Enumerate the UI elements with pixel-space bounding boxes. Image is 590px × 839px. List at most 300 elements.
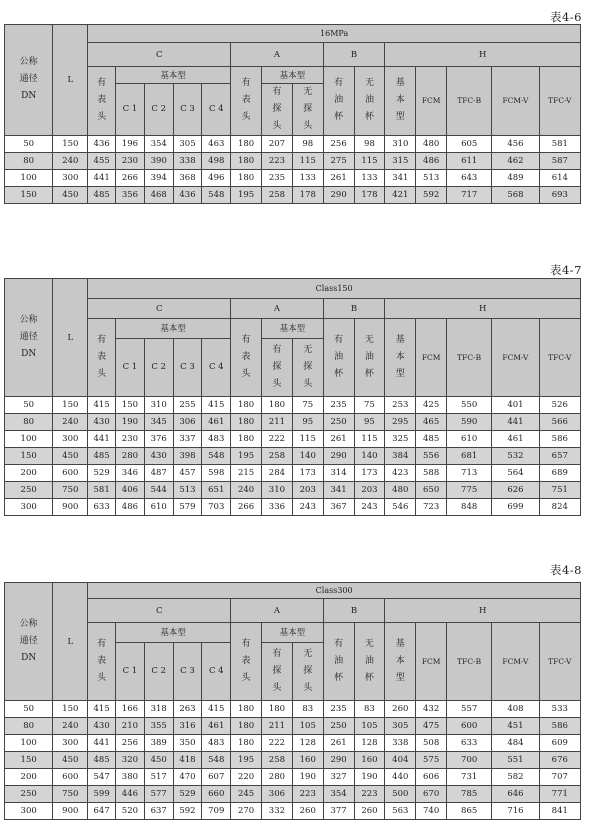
table-cell: 408 [492,701,539,718]
table-cell: 489 [492,169,539,186]
h-sub-header: TFC-B [447,623,492,701]
table-cell: 266 [231,499,262,516]
table-cell: 582 [492,769,539,786]
table-cell: 441 [88,431,116,448]
b-without-char: 无 [364,335,374,345]
a-without-char: 头 [303,378,313,389]
table-cell: 550 [447,397,492,414]
table-cell: 398 [173,448,202,465]
table-cell: 354 [323,786,354,803]
a-basic-header: 基本型 [261,623,323,643]
table-cell: 564 [492,465,539,482]
table-cell: 607 [202,769,231,786]
table-cell: 256 [116,735,145,752]
c-sub-header: C 4 [202,642,231,701]
table-cell: 258 [262,186,293,203]
table-cell: 450 [53,752,88,769]
table-cell: 355 [144,718,173,735]
table-cell: 548 [202,186,231,203]
table-cell: 332 [261,803,292,820]
table-cell: 457 [173,465,202,482]
a-with-probe-header [261,642,292,701]
table-cell: 203 [292,482,323,499]
table-cell: 498 [202,152,231,169]
b-with-char: 油 [334,95,344,106]
table-cell: 235 [262,169,293,186]
table-cell: 83 [292,701,323,718]
table-row [5,769,581,786]
table-cell: 681 [447,448,492,465]
table-cell: 716 [492,803,539,820]
table-row [5,186,581,203]
table-cell: 546 [385,499,416,516]
table-cell: 263 [173,701,202,718]
c-sub-header: C 4 [202,83,231,135]
table-cell: 470 [173,769,202,786]
a-probe-char: 表 [241,352,251,362]
table-label: 表4-6 [549,10,582,24]
table-cell: 485 [416,431,447,448]
table-cell: 341 [385,169,416,186]
a-basic-header: 基本型 [262,67,324,84]
dimension-table-4-7 [4,278,581,516]
h-basic-char: 型 [395,369,405,379]
a-probe-char: 表 [241,656,251,666]
table-cell: 345 [144,414,173,431]
table-row [5,735,581,752]
table-cell: 338 [173,152,202,169]
table-row [5,786,581,803]
table-cell: 709 [202,803,231,820]
table-cell: 587 [539,152,580,169]
table-cell: 150 [5,186,53,203]
dn-header-char: 公称 [19,619,38,629]
table-cell: 689 [539,465,580,482]
a-probe-header [231,623,262,701]
table-cell: 50 [5,135,53,152]
table-cell: 290 [323,448,354,465]
h-sub-header: FCM-V [492,319,539,397]
table-row [5,397,581,414]
h-sub-header: FCM [416,67,447,136]
table-cell: 207 [262,135,293,152]
group-b-header: B [323,43,385,67]
c-sub-header: C 4 [202,338,231,397]
table-cell: 513 [173,482,202,499]
table-cell: 253 [385,397,416,414]
h-sub-header: TFC-B [447,67,492,136]
table-cell: 215 [231,465,262,482]
table-cell: 547 [88,769,116,786]
c-sub-header: C 1 [116,83,145,135]
table-cell: 750 [53,482,88,499]
table-cell: 223 [262,152,293,169]
a-without-char: 无 [303,648,313,659]
table-cell: 588 [416,465,447,482]
table-cell: 338 [385,735,416,752]
table-cell: 190 [292,769,323,786]
table-cell: 475 [416,718,447,735]
b-without-cup-header [354,67,385,136]
table-cell: 95 [292,414,323,431]
table-cell: 256 [323,135,354,152]
table-cell: 310 [385,135,416,152]
b-without-cup-header [354,319,385,397]
dn-header-char: DN [21,349,37,359]
table-cell: 446 [116,786,145,803]
table-cell: 600 [447,718,492,735]
table-cell: 306 [261,786,292,803]
table-cell: 450 [53,448,88,465]
table-cell: 660 [202,786,231,803]
group-a-header: A [231,43,324,67]
table-row [5,482,581,499]
table-cell: 568 [492,186,539,203]
dn-header [5,25,53,136]
table-cell: 284 [261,465,292,482]
c-sub-header: C 3 [173,83,202,135]
table-cell: 404 [385,752,416,769]
b-without-char: 油 [364,656,374,666]
table-cell: 100 [5,169,53,186]
table-cell: 180 [261,397,292,414]
dn-header-char: 公称 [19,57,38,68]
a-probe-char: 表 [241,95,251,106]
table-cell: 657 [539,448,580,465]
table-cell: 566 [539,414,580,431]
table-cell: 456 [492,135,539,152]
table-cell: 105 [292,718,323,735]
h-basic-char: 基 [395,78,405,89]
b-without-char: 无 [364,78,374,89]
a-with-char: 头 [272,378,282,389]
table-cell: 180 [231,735,262,752]
table-row [5,152,581,169]
a-probe-char: 头 [241,673,251,683]
a-probe-header [231,319,262,397]
table-cell: 461 [492,431,539,448]
b-with-char: 杯 [334,673,344,683]
table-cell: 80 [5,414,53,431]
group-c-header: C [88,599,231,623]
c-basic-header: 基本型 [116,319,231,339]
group-h-header: H [385,599,581,623]
dn-header-char: 通径 [19,74,38,85]
c-sub-header: C 1 [116,338,145,397]
h-sub-header: FCM [416,319,447,397]
table-cell: 610 [144,499,173,516]
table-cell: 180 [231,701,262,718]
table-cell: 451 [492,718,539,735]
h-basic-char: 型 [395,673,405,683]
table-cell: 713 [447,465,492,482]
c-sub-header: C 3 [173,642,202,701]
table-cell: 900 [53,803,88,820]
c-sub-header: C 1 [116,642,145,701]
dn-header-char: DN [21,91,37,102]
a-probe-char: 头 [241,112,251,123]
table-cell: 290 [323,186,354,203]
group-h-header: H [385,299,581,319]
b-without-char: 杯 [364,369,374,379]
table-cell: 609 [539,735,580,752]
c-probe-char: 有 [97,335,107,345]
table-cell: 166 [116,701,145,718]
h-basic-char: 型 [395,112,405,123]
table-cell: 50 [5,397,53,414]
table-label: 表4-8 [549,563,582,577]
table-cell: 436 [88,135,116,152]
table-cell: 529 [88,465,116,482]
pressure-header: Class300 [88,583,581,599]
a-with-char: 有 [272,86,282,97]
table-cell: 614 [539,169,580,186]
table-cell: 180 [231,152,262,169]
table-row [5,135,581,152]
table-cell: 586 [539,718,580,735]
table-cell: 557 [447,701,492,718]
table-cell: 128 [354,735,385,752]
table-cell: 486 [416,152,447,169]
table-cell: 354 [144,135,173,152]
h-basic-char: 本 [395,95,405,106]
table-cell: 173 [354,465,385,482]
table-cell: 160 [292,752,323,769]
h-basic-char: 本 [395,656,405,666]
table-cell: 95 [354,414,385,431]
c-probe-char: 表 [97,656,107,666]
table-cell: 306 [173,414,202,431]
table-cell: 647 [88,803,116,820]
table-cell: 485 [88,752,116,769]
table-cell: 670 [416,786,447,803]
table-cell: 150 [53,701,88,718]
table-cell: 485 [88,448,116,465]
table-row [5,803,581,820]
table-cell: 415 [202,701,231,718]
pressure-header: Class150 [88,279,581,299]
table-cell: 579 [173,499,202,516]
table-cell: 140 [292,448,323,465]
table-cell: 611 [447,152,492,169]
table-row [5,752,581,769]
table-cell: 430 [88,718,116,735]
c-probe-char: 表 [97,352,107,362]
table-cell: 581 [88,482,116,499]
table-cell: 483 [202,735,231,752]
table-cell: 717 [447,186,492,203]
table-cell: 401 [492,397,539,414]
table-cell: 100 [5,431,53,448]
h-sub-header: FCM-V [492,623,539,701]
table-cell: 115 [354,152,385,169]
table-cell: 707 [539,769,580,786]
group-a-header: A [231,599,324,623]
table-cell: 461 [202,718,231,735]
table-cell: 599 [88,786,116,803]
dn-header-char: 通径 [19,332,38,342]
table-cell: 295 [385,414,416,431]
table-cell: 290 [323,752,354,769]
a-without-char: 无 [303,344,313,355]
b-with-char: 油 [334,656,344,666]
table-cell: 500 [385,786,416,803]
table-cell: 300 [53,169,88,186]
table-cell: 551 [492,752,539,769]
a-with-char: 有 [272,648,282,659]
table-cell: 462 [492,152,539,169]
table-row [5,448,581,465]
table-cell: 280 [116,448,145,465]
table-cell: 75 [292,397,323,414]
b-with-char: 油 [334,352,344,362]
b-without-char: 油 [364,352,374,362]
group-c-header: C [88,43,231,67]
table-cell: 275 [323,152,354,169]
table-cell: 300 [53,735,88,752]
table-row [5,169,581,186]
b-with-char: 有 [334,78,344,89]
table-cell: 430 [88,414,116,431]
l-header: L [53,583,88,701]
table-cell: 700 [447,752,492,769]
table-cell: 590 [447,414,492,431]
table-cell: 270 [231,803,262,820]
table-row [5,499,581,516]
table-cell: 848 [447,499,492,516]
table-cell: 480 [416,135,447,152]
table-cell: 390 [144,152,173,169]
a-probe-header [231,67,262,136]
table-cell: 441 [88,735,116,752]
a-with-char: 探 [272,665,282,676]
table-cell: 178 [292,186,323,203]
h-basic-char: 基 [395,335,405,345]
table-cell: 98 [354,135,385,152]
group-h-header: H [385,43,581,67]
table-cell: 105 [354,718,385,735]
table-cell: 222 [261,431,292,448]
a-without-char: 探 [303,361,313,372]
c-basic-header: 基本型 [116,67,231,84]
table-cell: 230 [116,152,145,169]
table-cell: 200 [5,769,53,786]
table-cell: 180 [231,135,262,152]
table-cell: 128 [292,735,323,752]
a-without-char: 探 [303,665,313,676]
table-cell: 258 [261,752,292,769]
table-cell: 633 [88,499,116,516]
table-cell: 150 [116,397,145,414]
table-cell: 220 [231,769,262,786]
table-cell: 533 [539,701,580,718]
table-cell: 389 [144,735,173,752]
table-cell: 450 [144,752,173,769]
a-basic-header: 基本型 [261,319,323,339]
table-cell: 575 [416,752,447,769]
table-cell: 180 [231,431,262,448]
a-without-probe-header [292,338,323,397]
table-cell: 430 [144,448,173,465]
table-cell: 484 [492,735,539,752]
table-label: 表4-7 [549,263,582,277]
table-cell: 544 [144,482,173,499]
b-without-char: 杯 [364,673,374,683]
l-header: L [53,25,88,136]
table-cell: 532 [492,448,539,465]
h-sub-header: TFC-B [447,319,492,397]
table-cell: 243 [354,499,385,516]
table-cell: 731 [447,769,492,786]
c-probe-char: 头 [97,673,107,683]
table-cell: 160 [354,752,385,769]
table-cell: 376 [144,431,173,448]
table-cell: 310 [144,397,173,414]
table-cell: 250 [5,786,53,803]
table-cell: 605 [447,135,492,152]
table-row [5,465,581,482]
table-cell: 548 [202,752,231,769]
table-cell: 280 [261,769,292,786]
b-without-char: 油 [364,95,374,106]
table-cell: 190 [354,769,385,786]
table-cell: 750 [53,786,88,803]
b-without-char: 杯 [364,112,374,123]
b-with-char: 杯 [334,369,344,379]
table-cell: 223 [292,786,323,803]
a-without-char: 无 [303,86,313,97]
c-sub-header: C 2 [144,642,173,701]
table-cell: 461 [202,414,231,431]
table-cell: 240 [53,152,88,169]
table-row [5,431,581,448]
table-cell: 586 [539,431,580,448]
table-cell: 150 [5,448,53,465]
table-cell: 483 [202,431,231,448]
table-cell: 643 [447,169,492,186]
table-cell: 377 [323,803,354,820]
b-with-cup-header [323,623,354,701]
a-probe-char: 有 [241,335,251,345]
table-cell: 463 [202,135,231,152]
table-cell: 305 [385,718,416,735]
c-probe-header [88,623,116,701]
table-cell: 380 [116,769,145,786]
table-row [5,414,581,431]
a-without-char: 头 [303,682,313,693]
table-cell: 260 [292,803,323,820]
table-cell: 200 [5,465,53,482]
table-cell: 133 [292,169,323,186]
a-without-probe-header [292,83,323,135]
table-cell: 210 [116,718,145,735]
table-cell: 180 [231,397,262,414]
h-sub-header: FCM-V [492,67,539,136]
table-cell: 699 [492,499,539,516]
table-cell: 455 [88,152,116,169]
b-with-cup-header [323,319,354,397]
a-with-char: 探 [272,361,282,372]
table-cell: 485 [88,186,116,203]
table-cell: 261 [323,169,354,186]
table-cell: 751 [539,482,580,499]
table-cell: 581 [539,135,580,152]
c-sub-header: C 3 [173,338,202,397]
table-cell: 250 [323,414,354,431]
table-cell: 300 [5,803,53,820]
a-with-probe-header [262,83,293,135]
a-with-char: 探 [272,103,282,114]
